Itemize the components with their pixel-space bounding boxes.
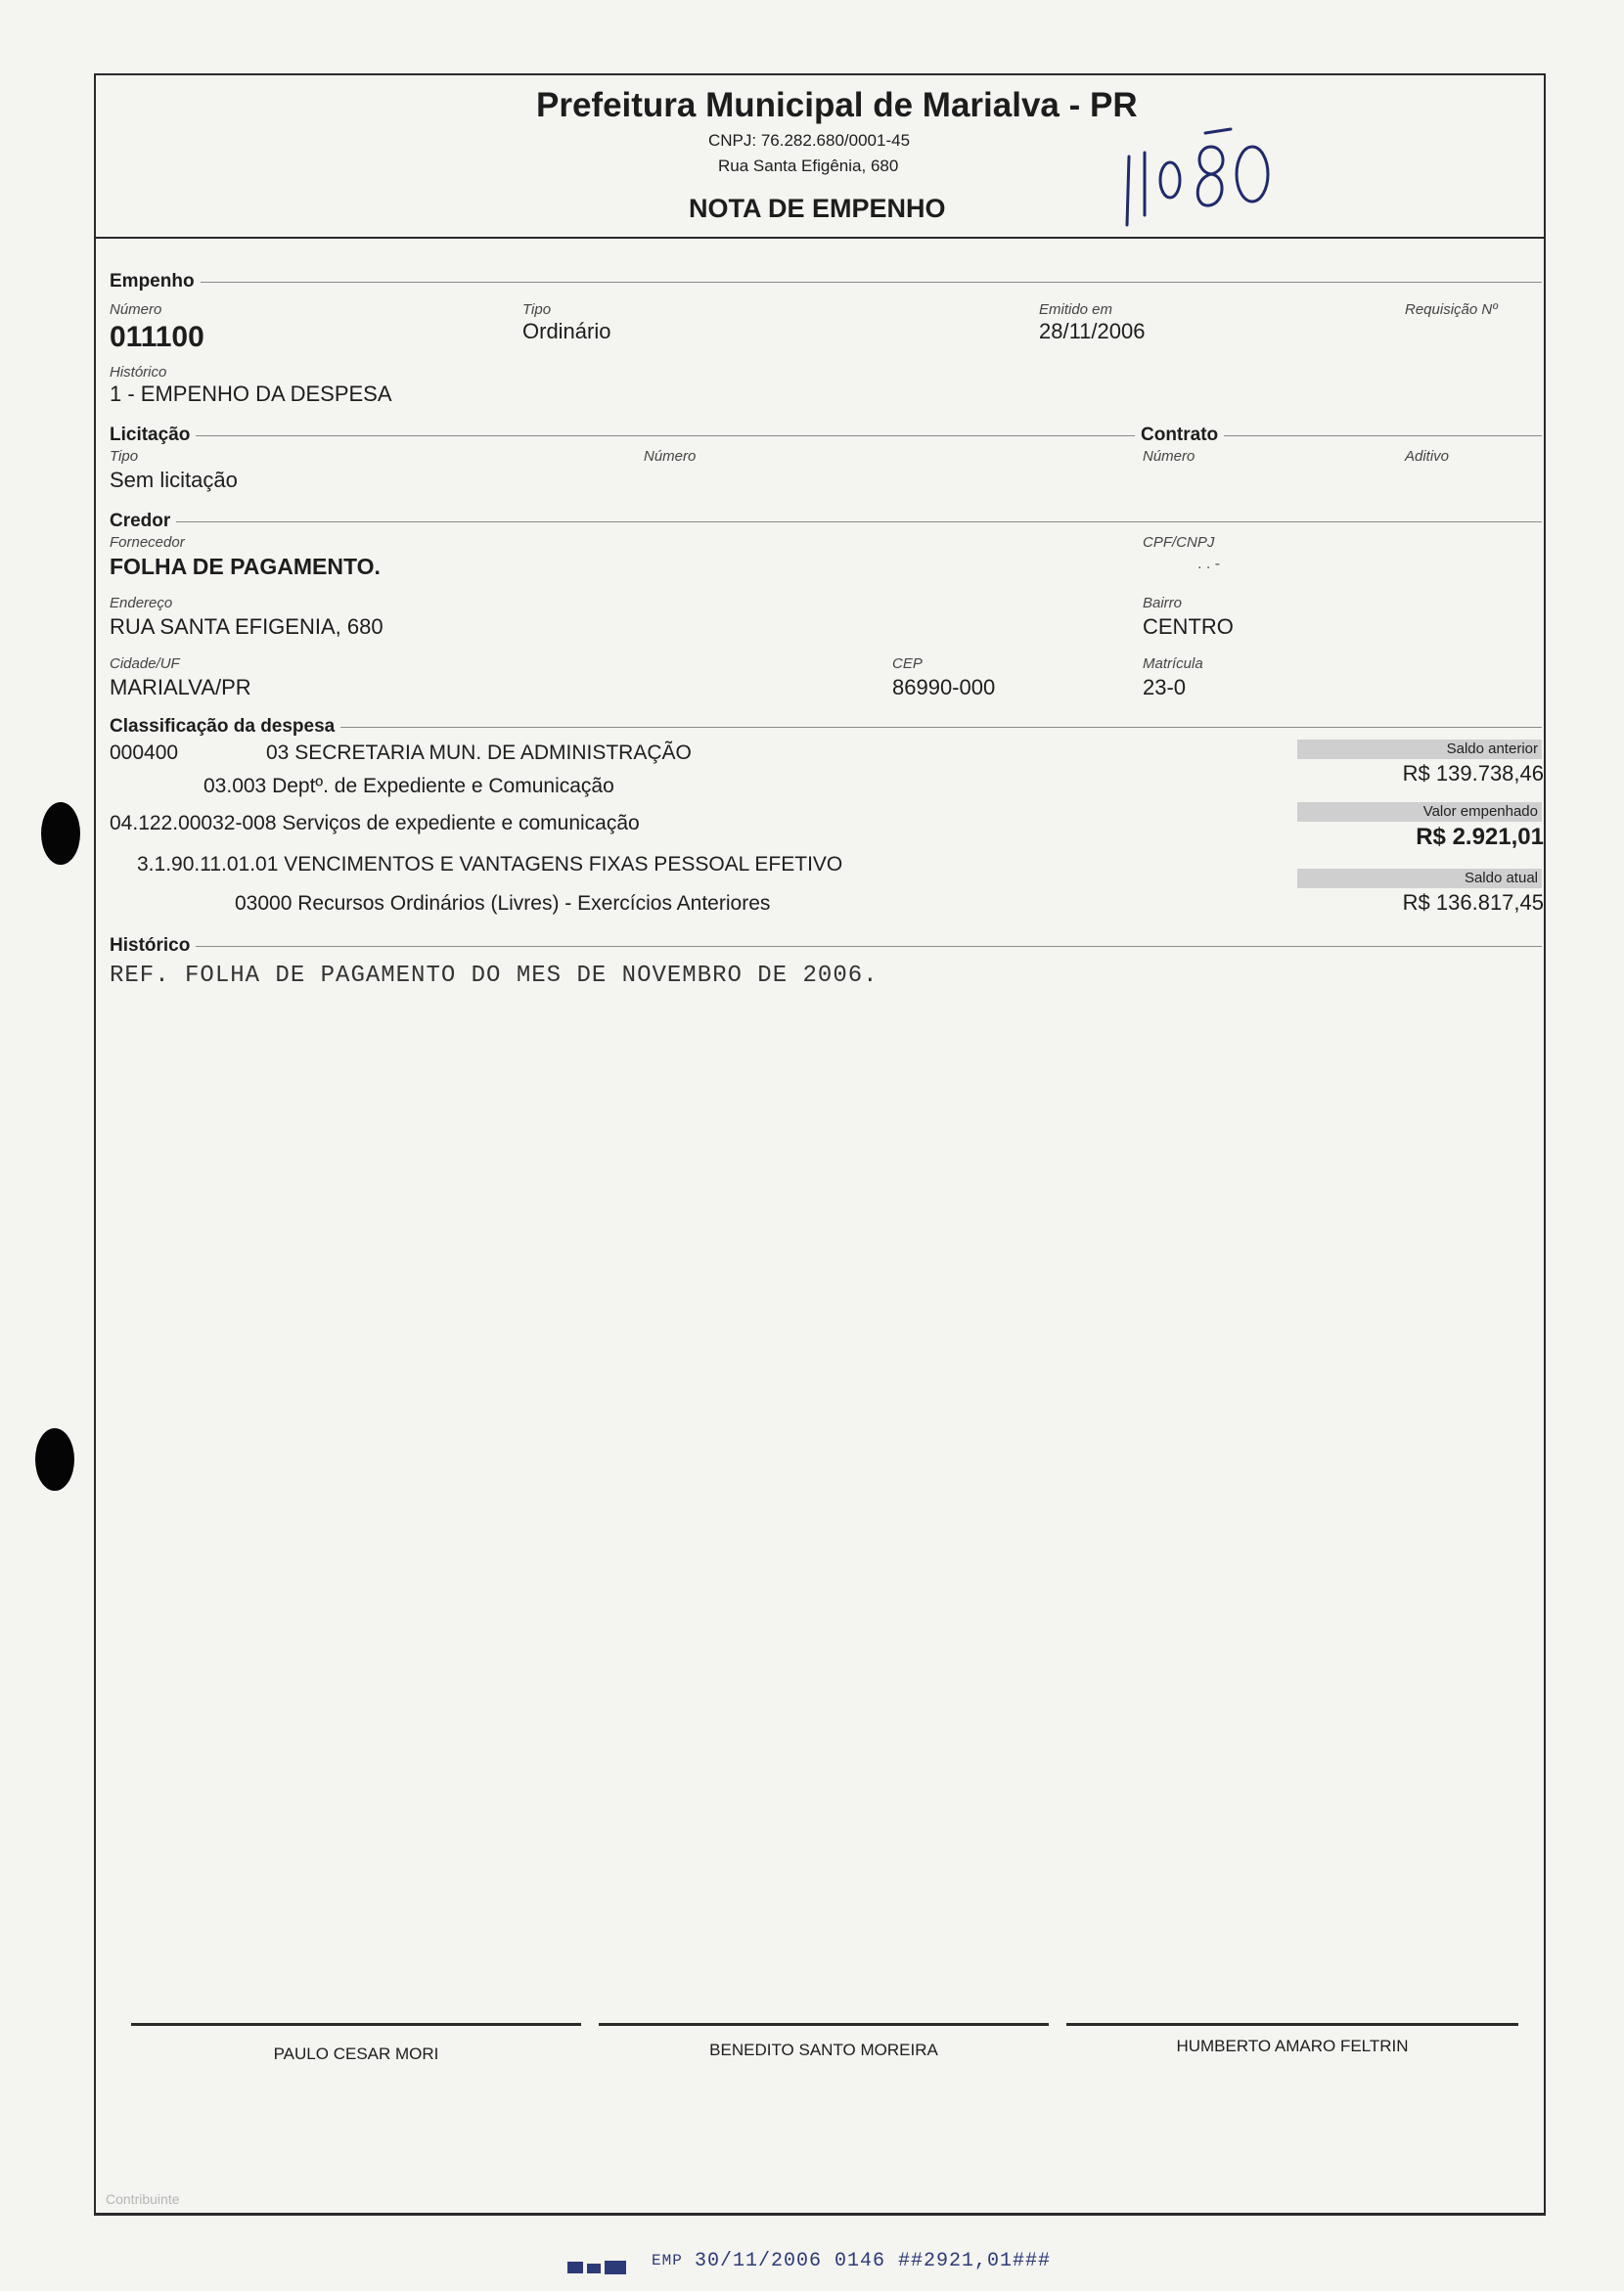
stamp-text: 30/11/2006 0146 ##2921,01### [695,2250,1052,2272]
section-classificacao [110,716,1542,738]
document-title: NOTA DE EMPENHO [689,194,946,223]
signature-name-3: HUMBERTO AMARO FELTRIN [1176,2037,1409,2055]
valor-empenhado: R$ 2.921,01 [1416,824,1544,850]
fornecedor: FOLHA DE PAGAMENTO. [110,554,381,579]
section-credor [110,511,1542,532]
bairro-label: Bairro [1143,595,1183,611]
licitacao-tipo-label: Tipo [110,448,139,465]
signature-name-2: BENEDITO SANTO MOREIRA [709,2041,938,2059]
fornecedor-label: Fornecedor [110,534,185,551]
saldo-atual-label: Saldo atual [1297,869,1542,888]
signature-line-1 [131,2023,581,2026]
section-historico [110,935,1542,957]
punch-hole-top [41,802,80,865]
class-line5: 03000 Recursos Ordinários (Livres) - Exercícios Anteriores [235,892,771,915]
historico-text: REF. FOLHA DE PAGAMENTO DO MES DE NOVEMBRO DE 2006. [110,963,879,989]
section-classificacao-label: Classificação da despesa [110,716,340,738]
cidade-label: Cidade/UF [110,655,180,672]
stamp-prefix: EMP [652,2252,683,2269]
bottom-note: Contribuinte [106,2191,180,2207]
cpf: . . - [1197,556,1221,572]
signature-line-2 [599,2023,1049,2026]
endereco-label: Endereço [110,595,173,611]
handwritten-number [1115,117,1301,235]
class-line2: 03.003 Deptº. de Expediente e Comunicação [203,775,614,797]
valor-empenhado-label: Valor empenhado [1297,802,1542,822]
section-credor-label: Credor [110,511,176,532]
class-line1-text: 03 SECRETARIA MUN. DE ADMINISTRAÇÃO [266,741,692,764]
section-empenho-label: Empenho [110,271,201,292]
cpf-label: CPF/CNPJ [1143,534,1215,551]
cidade: MARIALVA/PR [110,675,251,699]
empenho-emitido: 28/11/2006 [1039,319,1146,343]
page-title: Prefeitura Municipal de Marialva - PR [536,86,1138,124]
header-separator [94,237,1546,239]
empenho-emitido-label: Emitido em [1039,301,1113,318]
cnpj-text: CNPJ: 76.282.680/0001-45 [708,131,911,150]
empenho-numero: 011100 [110,321,204,353]
class-line3: 04.122.00032-008 Serviços de expediente e comunicação [110,812,640,834]
licitacao-tipo: Sem licitação [110,468,238,492]
section-licitacao [110,425,1542,446]
stamp-logo-icon [567,2258,630,2277]
bairro: CENTRO [1143,614,1234,639]
section-contrato-label: Contrato [1135,425,1224,446]
saldo-anterior: R$ 139.738,46 [1402,761,1544,786]
empenho-tipo-label: Tipo [522,301,552,318]
empenho-tipo: Ordinário [522,319,611,343]
contrato-aditivo-label: Aditivo [1405,448,1450,465]
signature-line-3 [1066,2023,1518,2026]
contrato-numero-label: Número [1143,448,1195,465]
empenho-historico: 1 - EMPENHO DA DESPESA [110,382,392,406]
class-line1-code: 000400 [110,741,179,764]
licitacao-numero-label: Número [644,448,697,465]
cep: 86990-000 [892,675,996,699]
saldo-anterior-label: Saldo anterior [1297,740,1542,759]
address-text: Rua Santa Efigênia, 680 [718,157,899,175]
signature-name-1: PAULO CESAR MORI [273,2044,439,2063]
matricula: 23-0 [1143,675,1187,699]
requisicao-label: Requisição Nº [1405,301,1498,318]
empenho-numero-label: Número [110,301,162,318]
empenho-historico-label: Histórico [110,364,167,381]
section-historico-label: Histórico [110,935,196,957]
class-line4: 3.1.90.11.01.01 VENCIMENTOS E VANTAGENS FIXAS PESSOAL EFETIVO [137,853,843,876]
section-empenho [110,271,1542,292]
cep-label: CEP [892,655,923,672]
punch-hole-bottom [35,1428,74,1491]
saldo-atual: R$ 136.817,45 [1402,890,1544,915]
endereco: RUA SANTA EFIGENIA, 680 [110,614,383,639]
matricula-label: Matrícula [1143,655,1203,672]
section-licitacao-label: Licitação [110,425,196,446]
